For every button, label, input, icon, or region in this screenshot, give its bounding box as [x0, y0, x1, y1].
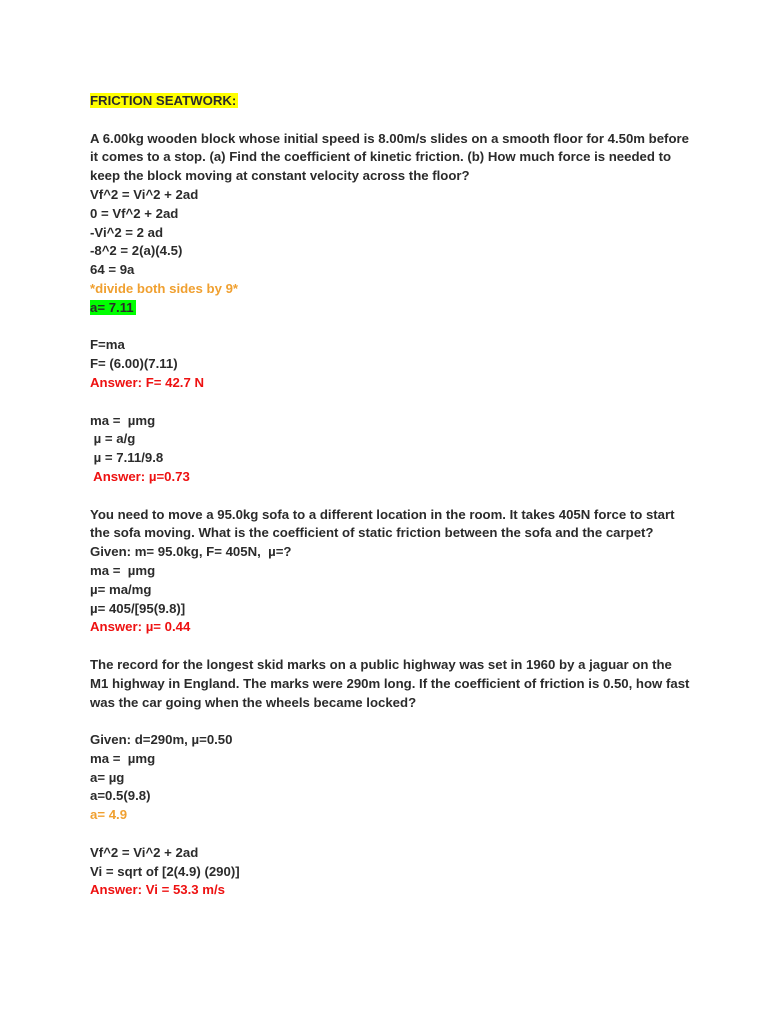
problem1-step: -Vi^2 = 2 ad	[90, 224, 164, 240]
spacer	[90, 712, 690, 731]
worksheet	[90, 92, 690, 900]
problem1-acceleration-result: a= 7.11	[90, 299, 134, 315]
spacer	[90, 637, 690, 656]
spacer	[90, 393, 690, 412]
problem2-question: You need to move a 95.0kg sofa to a different location in the room. It takes 405N force to start the sofa moving. What is the coefficient of static friction between the sofa and the carpet?	[90, 506, 675, 541]
spacer	[90, 318, 690, 337]
problem1-mu-answer: Answer: µ=0.73	[90, 468, 190, 484]
problem3-step: Given: d=290m, µ=0.50	[90, 732, 233, 748]
problem3-step: a=0.5(9.8)	[90, 788, 151, 804]
problem3-step: a= µg	[90, 769, 125, 785]
problem2-answer: Answer: µ= 0.44	[90, 619, 191, 635]
problem2-step: µ= ma/mg	[90, 581, 152, 597]
problem1-force-step: F= (6.00)(7.11)	[90, 356, 178, 372]
spacer	[90, 487, 690, 506]
worksheet-title: FRICTION SEATWORK:	[90, 93, 237, 108]
problem1-note: *divide both sides by 9*	[90, 280, 239, 296]
problem1-step: -8^2 = 2(a)(4.5)	[90, 243, 183, 259]
problem3-answer: Answer: Vi = 53.3 m/s	[90, 882, 225, 898]
problem1-step: 0 = Vf^2 + 2ad	[90, 205, 179, 221]
problem3-acceleration-result: a= 4.9	[90, 807, 128, 823]
problem1-question: A 6.00kg wooden block whose initial speed is 8.00m/s slides on a smooth floor for 4.50m before it comes to a stop. (a) Find the coefficient of kinetic friction. (b) How much force is needed to keep the block moving at constant velocity across the floor?	[90, 130, 689, 184]
problem3-final-step: Vi = sqrt of [2(4.9) (290)]	[90, 863, 240, 879]
problem2-step: Given: m= 95.0kg, F= 405N, µ=?	[90, 544, 292, 560]
problem3-step: ma = µmg	[90, 750, 156, 766]
problem3-question: The record for the longest skid marks on a public highway was set in 1960 by a jaguar on the M1 highway in England. The marks were 290m long. If the coefficient of friction is 0.50, how fast was the car going when the wheels became locked?	[90, 656, 690, 710]
problem1-acceleration-line	[90, 299, 690, 318]
spacer	[90, 825, 690, 844]
problem2-step: µ= 405/[95(9.8)]	[90, 600, 186, 616]
problem1-mu-step: µ = 7.11/9.8	[90, 450, 164, 466]
problem1-step: Vf^2 = Vi^2 + 2ad	[90, 186, 199, 202]
problem3-final-step: Vf^2 = Vi^2 + 2ad	[90, 844, 199, 860]
worksheet-title-line	[90, 92, 690, 111]
problem1-step: 64 = 9a	[90, 262, 135, 278]
problem1-force-step: F=ma	[90, 337, 125, 353]
problem1-mu-step: ma = µmg	[90, 412, 156, 428]
problem1-mu-step: µ = a/g	[90, 431, 136, 447]
problem2-step: ma = µmg	[90, 562, 156, 578]
spacer	[90, 111, 690, 130]
problem1-force-answer: Answer: F= 42.7 N	[90, 374, 204, 390]
